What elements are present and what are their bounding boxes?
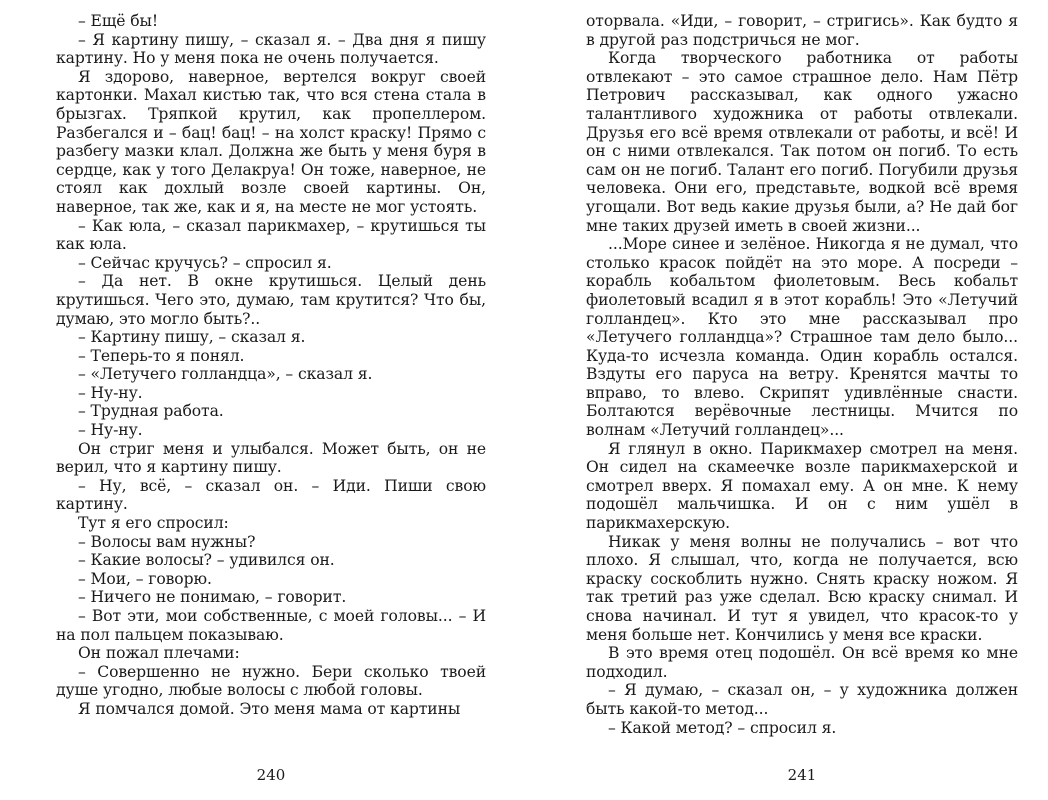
paragraph: Он пожал плечами: [78, 644, 240, 663]
paragraph: – «Летучего голландца», – сказал я. [78, 365, 373, 384]
paragraph: В это время отец подошёл. Он всё время ко мне подходил. [586, 644, 1018, 681]
paragraph: – Совершенно не нужно. Бери сколько твоей душе угодно, любые волосы с любой головы. [56, 662, 486, 700]
paragraph: – Ещё бы! [78, 12, 158, 30]
paragraph: – Ну-ну. [78, 421, 143, 440]
paragraph: Я здорово, наверное, вертелся вокруг своей картонки. Махал кистью так, что вся стена стала в брызгах. Тряпкой крутил, как пропеллером. Разбегался и – бац! бац! – на холст краску! Прямо с разбегу мазки клал. Должна же быть у меня буря в сердце, как у того Делакруа! Он тоже, наверное, не стоял как дохлый возле своей картины. Он, наверное, так же, как и я, на месте не мог устоять. [56, 67, 486, 216]
paragraph: – Ничего не понимаю, – говорит. [78, 588, 347, 607]
left-page-number: 240 [256, 766, 286, 784]
paragraph: – Да нет. В окне крутишься. Целый день крутишься. Чего это, думаю, там крутится? Что бы, думаю, это могло быть?.. [56, 272, 486, 328]
paragraph: – Какой метод? – спросил я. [608, 718, 837, 737]
paragraph: Он стриг меня и улыбался. Может быть, он не верил, что я картину пишу. [56, 439, 486, 477]
paragraph: – Я думаю, – сказал он, – у художника должен быть какой-то метод... [586, 681, 1018, 718]
paragraph: Когда творческого работника от работы отвлекают – это самое страшное дело. Нам Пётр Петрович рассказывал, как одного ужасно талантливого художника от работы отвлекали. Друзья его всё время отвлекали от работы, и всё! И он с ними отвлекался. Так потом он погиб. То есть сам он не погиб. Талант его погиб. Погубили друзья человека. Они его, представьте, водкой всё время угощали. Вот ведь какие друзья были, а? Не дай бог мне таких друзей иметь в своей жизни... [586, 49, 1018, 235]
paragraph: – Мои, – говорю. [78, 569, 212, 588]
paragraph: – Ну-ну. [78, 383, 143, 402]
paragraph: – Ну, всё, – сказал он. – Иди. Пиши свою картину. [56, 476, 486, 514]
paragraph: оторвала. «Иди, – говорит, – стригись». Как будто я в другой раз подстричься не мог. [586, 12, 1018, 49]
left-page-text [56, 12, 486, 719]
paragraph: ...Море синее и зелёное. Никогда я не думал, что столько красок пойдёт на это море. А посреди – корабль кобальтом фиолетовым. Весь кобальт фиолетовый всадил я в этот корабль! Это «Летучий голландец». Кто это мне рассказывал про «Летучего голландца»? Страшное там дело было... Куда-то исчезла команда. Один корабль остался. Вздуты его паруса на ветру. Кренятся мачты то вправо, то влево. Скрипят удивлённые снасти. Болтаются верёвочные лестницы. Мчится по волнам «Летучий голландец»... [586, 235, 1018, 440]
paragraph: – Трудная работа. [78, 402, 224, 421]
paragraph: – Я картину пишу, – сказал я. – Два дня я пишу картину. Но у меня пока не очень получается. [56, 30, 486, 68]
paragraph: – Как юла, – сказал парикмахер, – крутишься ты как юла. [56, 216, 486, 254]
paragraph: – Сейчас кручусь? – спросил я. [78, 253, 332, 272]
right-page [524, 0, 1048, 800]
paragraph: Я помчался домой. Это меня мама от картины [78, 699, 461, 718]
right-page-number: 241 [787, 766, 817, 784]
paragraph: – Картину пишу, – сказал я. [78, 328, 306, 347]
paragraph: – Волосы вам нужны? [78, 532, 256, 551]
paragraph: – Вот эти, мои собственные, с моей головы... – И на пол пальцем показываю. [56, 607, 486, 644]
right-page-text [586, 12, 1018, 737]
paragraph: Тут я его спросил: [78, 514, 229, 533]
paragraph: – Какие волосы? – удивился он. [78, 551, 335, 570]
paragraph: – Теперь-то я понял. [78, 346, 245, 365]
paragraph: Никак у меня волны не получались – вот что плохо. Я слышал, что, когда не получается, всю краску соскоблить нужно. Снять краску ножом. Я так третий раз уже сделал. Всю краску снимал. И снова начинал. И тут я увидел, что красок-то у меня больше нет. Кончились у меня все краски. [586, 532, 1018, 644]
paragraph: Я глянул в окно. Парикмахер смотрел на меня. Он сидел на скамеечке возле парикмахерской и смотрел вверх. Я помахал ему. А он мне. К нему подошёл мальчишка. И он с ним ушёл в парикмахерскую. [586, 439, 1018, 533]
